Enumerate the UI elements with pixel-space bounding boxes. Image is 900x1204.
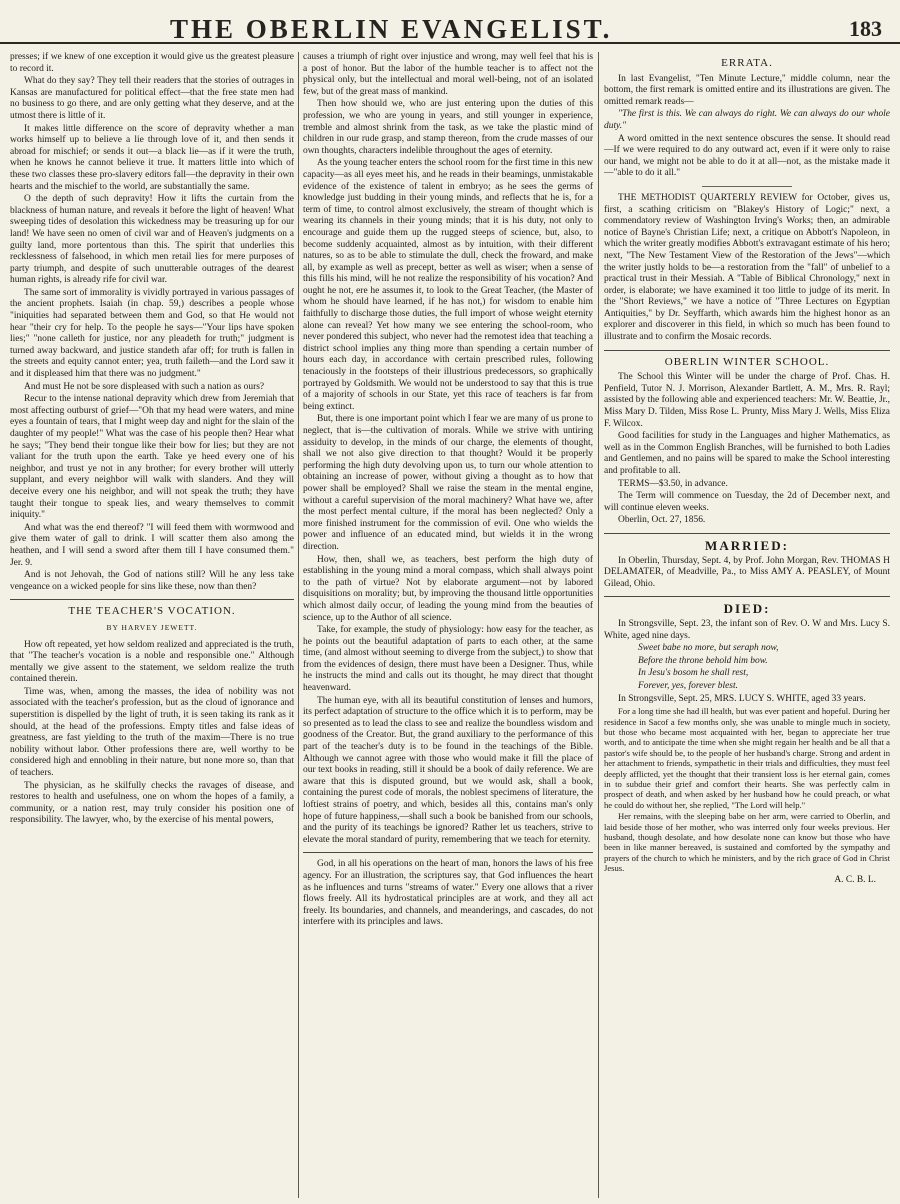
review-notice: THE METHODIST QUARTERLY REVIEW for October, gives us, first, a scathing criticism on "Blakey's History of Logic;" next, a commendatory review of Washington Irving's Works; then, an admirable notice of Bayne's Christian Life; next, a critique on Abbott's Napoleon, in which the writer greatly modifies Abbott's extravagant estimate of his hero; next, "The New Testament View of the Restoration of the Jews"—which the writer justly holds to be—a restoration from the "fall" of unbelief to a practical trust in their Messiah. A "Table of Biblical Chronology," next in order, is elaborate; we have examined it too little to judge of its merit. In the "Short Reviews," we have a notice of "Three Lectures on Egyptian Antiquities," by Dr. Seyffarth, which awards him the highest honor as an explorer and discoverer in this field, in which so much has been found to illustrate and to confirm the Mosaic records.: [604, 192, 890, 343]
column-3: [604, 52, 890, 1200]
paragraph: "The first is this. We can always do right. We can always do our whole duty.": [604, 109, 890, 131]
section-divider: [604, 596, 890, 597]
paragraph: In Oberlin, Thursday, Sept. 4, by Prof. John Morgan, Rev. THOMAS H DELAMATER, of Meadville, Pa., to Miss AMY A. PEASLEY, of Mount Gilead, Ohio.: [604, 555, 890, 589]
paragraph: The Term will commence on Tuesday, the 2d of December next, and will continue eleven weeks.: [604, 491, 890, 513]
errata-title: ERRATA.: [721, 57, 773, 69]
paragraph: In Strongsville, Sept. 25, MRS. LUCY S. WHITE, aged 33 years.: [618, 693, 866, 704]
paragraph: Good facilities for study in the Languages and higher Mathematics, as well as in the Common English Branches, will be furnished to both Ladies and Gentlemen, and no pains will be spared to make the School interesting and profitable to all.: [604, 431, 890, 476]
section-divider: [10, 599, 294, 600]
verse-line: Sweet babe no more, but seraph now,: [638, 643, 779, 654]
section-divider: [604, 350, 890, 351]
paragraph: Recur to the intense national depravity which drew from Jeremiah that most affecting outburst of grief—"Oh that my head were waters, and mine eyes a fountain of tears, that I might weep day and night for the slain of the daughter of my people!" What was the case of his people then? Hear what he says; "They bend their tongue like their bow for lies; but they are not valiant for the truth upon the earth. Take ye heed every one of his neighbor, and trust ye not in any brother; for every brother will utterly supplant, and every neighbor will walk with slanders. And they will deceive every one his neighbor, and will not speak the truth; they have taught their tongue to speak lies, and weary themselves to commit iniquity.": [10, 394, 294, 521]
page-number: 183: [849, 16, 882, 41]
paragraph: O the depth of such depravity! How it lifts the curtain from the blackness of human nature, and reveals it before the light of heaven! What sweeping tides of desolation this wickedness may be treasuring up for our land! We have seen no omen of civil war and of Heaven's judgments on a guilty land, more portentous than this. The spirit that underlies this recklessness of falsehood, in which men retail lies for mere purposes of party triumph, and despite of such unutterable outrages of the dearest human rights, is already rife for civil war.: [10, 194, 294, 286]
paragraph: The same sort of immorality is vividly portrayed in various passages of the ancient prophets. Isaiah (in chap. 59,) describes a people whose "iniquities had separated between them and God, so that He would not hear "their cry for help. To the people he says—"Your lips have spoken lies;" "none calleth for justice, nor any pleadeth for truth;" judgment is turned away backward, and justice standeth afar off; for truth is fallen in the streets and equity cannot enter; yea, truth faileth—and the Lord saw it and it displeased him that there was no judgment.": [10, 287, 294, 380]
paragraph: God, in all his operations on the heart of man, honors the laws of his free agency. For an illustration, the scriptures say, that God influences the heart as he influences and turns "streams of water." Every one allows that a river flows freely. All its hydrostatical principles are at work, and they all act freely. Its boundaries, and channels, and meanderings, and cascades, do not interfere with its principles and laws.: [303, 859, 593, 928]
paragraph: As the young teacher enters the school room for the first time in this new capacity—as all eyes meet his, and he reads in their beamings, unmistakable evidence of the existence of talent in embryo; as he sees the germs of knowledge just budding in their young minds, and reflects that he is, for a term of time, to control almost exclusively, the stream of thought which is wearing its channels in their young minds; that it is his duty, not only to encourage and guide them up the rugged steeps of science, but, also, to become suddenly acquainted, almost as by intuition, with their different natures, so as to be able to stimulate the dull, check the froward, and make all, by example as well as precept, better as well as wiser; when a sense of this fills his mind, will he not realize the responsibility of his vocation? And ought he not, ere he assumes it, to look to the Great Teacher, (the Master of whom he should have learned, if he has not,) for wisdom to enable him faithfully to discharge those duties, the full import of whose weight eternity alone can reveal? Yet how many we see entering the school-room, who never pondered this subject, who never had the remotest idea that teaching a district school implies any thing more than spending a certain number of hours each day, in accordance with certain prescribed rules, following tenaciously in the footsteps of their illustrious predecessors, so graphically portrayed by Goldsmith. We would not be understood to say that this is true of a majority of schools in our State, yet this race of teachers is far from being extinct.: [303, 158, 593, 412]
section-divider: [604, 533, 890, 534]
verse-line: In Jesu's bosom he shall rest,: [638, 668, 749, 679]
paragraph: causes a triumph of right over injustice and wrong, may well feel that his is a post of honor. But the labor of the humble teacher is to affect not the physical only, but the intellectual and moral well-being, not of an isolated few, but of the great mass of mankind.: [303, 52, 593, 97]
paragraph: Then how should we, who are just entering upon the duties of this profession, we who are young in years, and still younger in experience, tremble and almost shrink from the task, as we take the plastic mind of children in our rude grasp, and stamp thereon, from the crude masses of our own thoughts, characters indelible throughout the ages of eternity.: [303, 99, 593, 156]
paragraph: For a long time she had ill health, but was ever patient and hopeful. During her residence in Sacof a few months only, she was unable to mingle much in society, but those who became most acquainted with her, began to appreciate her true worth, and to anticipate the time when she might regain her health and be all that a pastor's wife should be, to the people of her husband's charge. Strong and ardent in her attachment to friends, sympathetic in their trials and difficulties, they must feel deeply afflicted, yet the thought that their transient loss is her eternal gain, comes in to subdue their grief and comfort their hearts. She was perfectly calm in prospect of death, and when asked by her husband how he could preach, or what he could do without her, she replied, "The Lord will help.": [604, 706, 890, 810]
section-divider: [702, 186, 792, 187]
paragraph: Take, for example, the study of physiology: how easy for the teacher, as he points out the beautiful adaptation of parts to each other, at the same time, (and almost without seeming to diverge from the subject,) to show that from the evidences of design, there must have been a Designer. Thus, while he instructs the mind and calls out its thought, he may direct that thought heavenward.: [303, 625, 593, 694]
paragraph: The School this Winter will be under the charge of Prof. Chas. H. Penfield, Tutor N. J. Morrison, Alexander Bartlett, A. M., Mrs. R. Rayl; assisted by the following able and experienced teachers: Mr. W. Beattie, Jr., Miss Mary D. Tilden, Miss Rose L. Prunty, Miss Mary J. Wells, Miss Eliza F. Wilcox.: [604, 372, 890, 429]
paragraph: Time was, when, among the masses, the idea of nobility was not associated with the teacher's profession, but as the cloud of ignorance and superstition is dispelled by the light of truth, it is seen taking its rank as it should, at the head of the professions. Empty titles and false ideas of greatness, are fast yielding to the truth of the maxim—There is no true nobility without labor. Other professions there are, well worthy to be considered high and ennobling in their nature, but none more so, than that of teachers.: [10, 686, 294, 779]
paragraph: A word omitted in the next sentence obscures the sense. It should read—If we were required to do any outward act, even if it were only to raise our hand, we might not be able to do it at all—not, as the mistake made it—"able to do it all.": [604, 133, 890, 179]
paragraph: In Strongsville, Sept. 23, the infant son of Rev. O. W and Mrs. Lucy S. White, aged nine days.: [604, 618, 890, 641]
married-title: MARRIED:: [705, 537, 789, 553]
paragraph: Her remains, with the sleeping babe on her arm, were carried to Oberlin, and laid beside those of her mother, who was interred only four weeks previous. Her husband, though desolate, and how desolate none can know but those who have been in like manner bereaved, is sustained and comforted by the sympathy and prayers of the church to which he ministers, and by the rich grace of God in Christ Jesus.: [604, 811, 890, 874]
column-1: [10, 52, 294, 1200]
paragraph: And is not Jehovah, the God of nations still? Will he any less take vengeance on a wicked people for sins like these, now than then?: [10, 570, 294, 592]
paragraph: What do they say? They tell their readers that the stories of outrages in Kansas are manufactured for political effect—that the free state men had no business to go there, and are only getting what they deserve, and at the utmost there is little of it.: [10, 76, 294, 121]
died-title: DIED:: [723, 601, 771, 617]
paragraph: How oft repeated, yet how seldom realized and appreciated is the truth, that "The teacher's vocation is a noble and responsible one." Although mentally we give assent to the statement, we seldom realize the truth contained therein.: [10, 639, 294, 685]
paragraph: And what was the end thereof? "I will feed them with wormwood and give them water of gall to drink. I will scatter them also among the heathen, and I will send a sword after them till I have consumed them." Jer. 9.: [10, 522, 294, 568]
paragraph: It makes little difference on the score of depravity whether a man works himself up to believe a lie through love of it, and then sends it abroad for mischief; or sends it out—a black lie—as if it were the truth, when he knows he cannot believe it true. It matters little into which of these two classes these pro-slavery editors fall—the depravity in their own hearts and the mischief to the world, are substantially the same.: [10, 123, 294, 192]
paragraph: The human eye, with all its beautiful constitution of lenses and humors, its perfect adaptation of structure to the office which it is to perform, may be so presented as to lead the class to see and realize the boundless wisdom and goodness of the Creator. But, the grand auxiliary to the performance of this part of the teacher's duty is to be found in the teachings of the Bible. Although we cannot agree with those who would make it fill the place of our text books in reading, still it should be a book of daily reference. We are aware that this is disputed ground, but we would ask, shall a book, containing the purest code of morals, the noblest specimens of literature, the loftiest strains of poetry, and which, besides all this, contains man's only hope of future happiness,—shall such a book be banished from our schools, and the purity of its teachings be ignored? Rather let us teachers, strive to elevate the moral standard of purity, remembering that we teach for eternity.: [303, 695, 593, 845]
paragraph: presses; if we knew of one exception it would give us the greatest pleasure to record it.: [10, 52, 294, 74]
article-title: THE TEACHER'S VOCATION.: [68, 605, 236, 618]
masthead: [0, 0, 900, 44]
paragraph: TERMS—$3.50, in advance.: [618, 478, 728, 489]
signature: A. C. B. L.: [834, 874, 876, 885]
article-byline: BY HARVEY JEWETT.: [106, 622, 198, 632]
section-divider: [303, 852, 593, 853]
column-2: [303, 52, 593, 1200]
paragraph: In last Evangelist, "Ten Minute Lecture," middle column, near the bottom, the first remark is omitted entire and its illustrations are given. The omitted remark reads—: [604, 73, 890, 107]
column-divider: [598, 52, 599, 1198]
paragraph: How, then, shall we, as teachers, best perform the high duty of establishing in the young mind a moral compass, which shall always point to the path of virtue? Not by elaborate argument—not by labored disquisitions on morality; but, by improving the thousand little opportunities which almost daily occur, of leading the young mind from the beauties of science, up to the Author of all science.: [303, 554, 593, 623]
verse-line: Before the throne behold him bow.: [638, 655, 768, 666]
paragraph: But, there is one important point which I fear we are many of us prone to neglect, that is—the cultivation of morals. While we strive with untiring assiduity to develop, in the minds of our charge, the elements of thought, shall we not also give direction to that thought? Would it be properly performing the high duty devolving upon us, to turn our whole attention to obtaining an increase of power, without giving a thought as to how that power shall be employed? Shall we raise the steam in the mental engine, without a careful supervision of the moral machinery? What have we, after the most perfect mental culture, if the moral has been neglected? Only a more finished instrument for the commission of evil. One who wields the power and influence of an educated mind, but wields it in the wrong direction.: [303, 414, 593, 552]
dateline: Oberlin, Oct. 27, 1856.: [618, 515, 706, 526]
paragraph: And must He not be sore displeased with such a nation as ours?: [24, 381, 265, 392]
column-divider: [298, 52, 299, 1198]
verse-line: Forever, yes, forever blest.: [638, 680, 738, 691]
paragraph: The physician, as he skilfully checks the ravages of disease, and restores to health and usefulness, one on whom the hopes of a family, a community, or a nation rest, may truly consider his position one of responsibility. The lawyer, who, by the exercise of his mental powers,: [10, 780, 294, 826]
school-title: OBERLIN WINTER SCHOOL.: [664, 355, 830, 368]
newspaper-title: THE OBERLIN EVANGELIST.: [170, 14, 613, 44]
